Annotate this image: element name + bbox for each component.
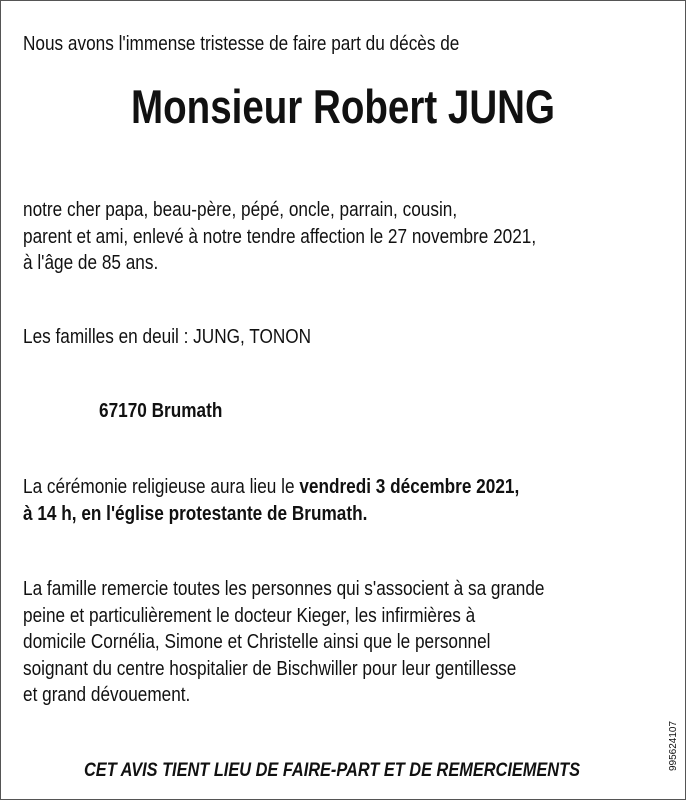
thanks-line: domicile Cornélia, Simone et Christelle ainsi que le personnel [23, 631, 491, 653]
thanks-line: soignant du centre hospitalier de Bischwiller pour leur gentillesse [23, 657, 517, 680]
intro-text: Nous avons l'immense tristesse de faire part du décès de [23, 33, 460, 55]
description-line: notre cher papa, beau-père, pépé, oncle, parrain, cousin, [23, 199, 458, 221]
description-line: à l'âge de 85 ans. [23, 252, 159, 274]
reference-number-text: 995624107 [668, 720, 679, 772]
description-line: parent et ami, enlevé à notre tendre affection le 27 novembre 2021, [23, 225, 537, 248]
ceremony-prefix: La cérémonie religieuse aura lieu le [23, 476, 300, 498]
city-text: 67170 Brumath [99, 400, 223, 422]
ceremony-line-1 [23, 474, 519, 501]
thanks-line: peine et particulièrement le docteur Kieger, les infirmières à [23, 604, 476, 627]
ceremony-paragraph [23, 474, 519, 527]
deceased-name: Monsieur Robert JUNG [131, 80, 555, 133]
ceremony-date: vendredi 3 décembre 2021, [299, 476, 520, 498]
thanks-line: et grand dévouement. [23, 684, 191, 706]
reference-number [667, 696, 681, 796]
footer-text: CET AVIS TIENT LIEU DE FAIRE-PART ET DE REMERCIEMENTS [83, 760, 580, 781]
ceremony-details: à 14 h, en l'église protestante de Brumath. [23, 502, 368, 525]
thanks-line: La famille remercie toutes les personnes qui s'associent à sa grande [23, 578, 545, 600]
thanks-paragraph [23, 576, 544, 709]
families-text: Les familles en deuil : JUNG, TONON [23, 326, 312, 348]
description-paragraph [23, 197, 536, 277]
